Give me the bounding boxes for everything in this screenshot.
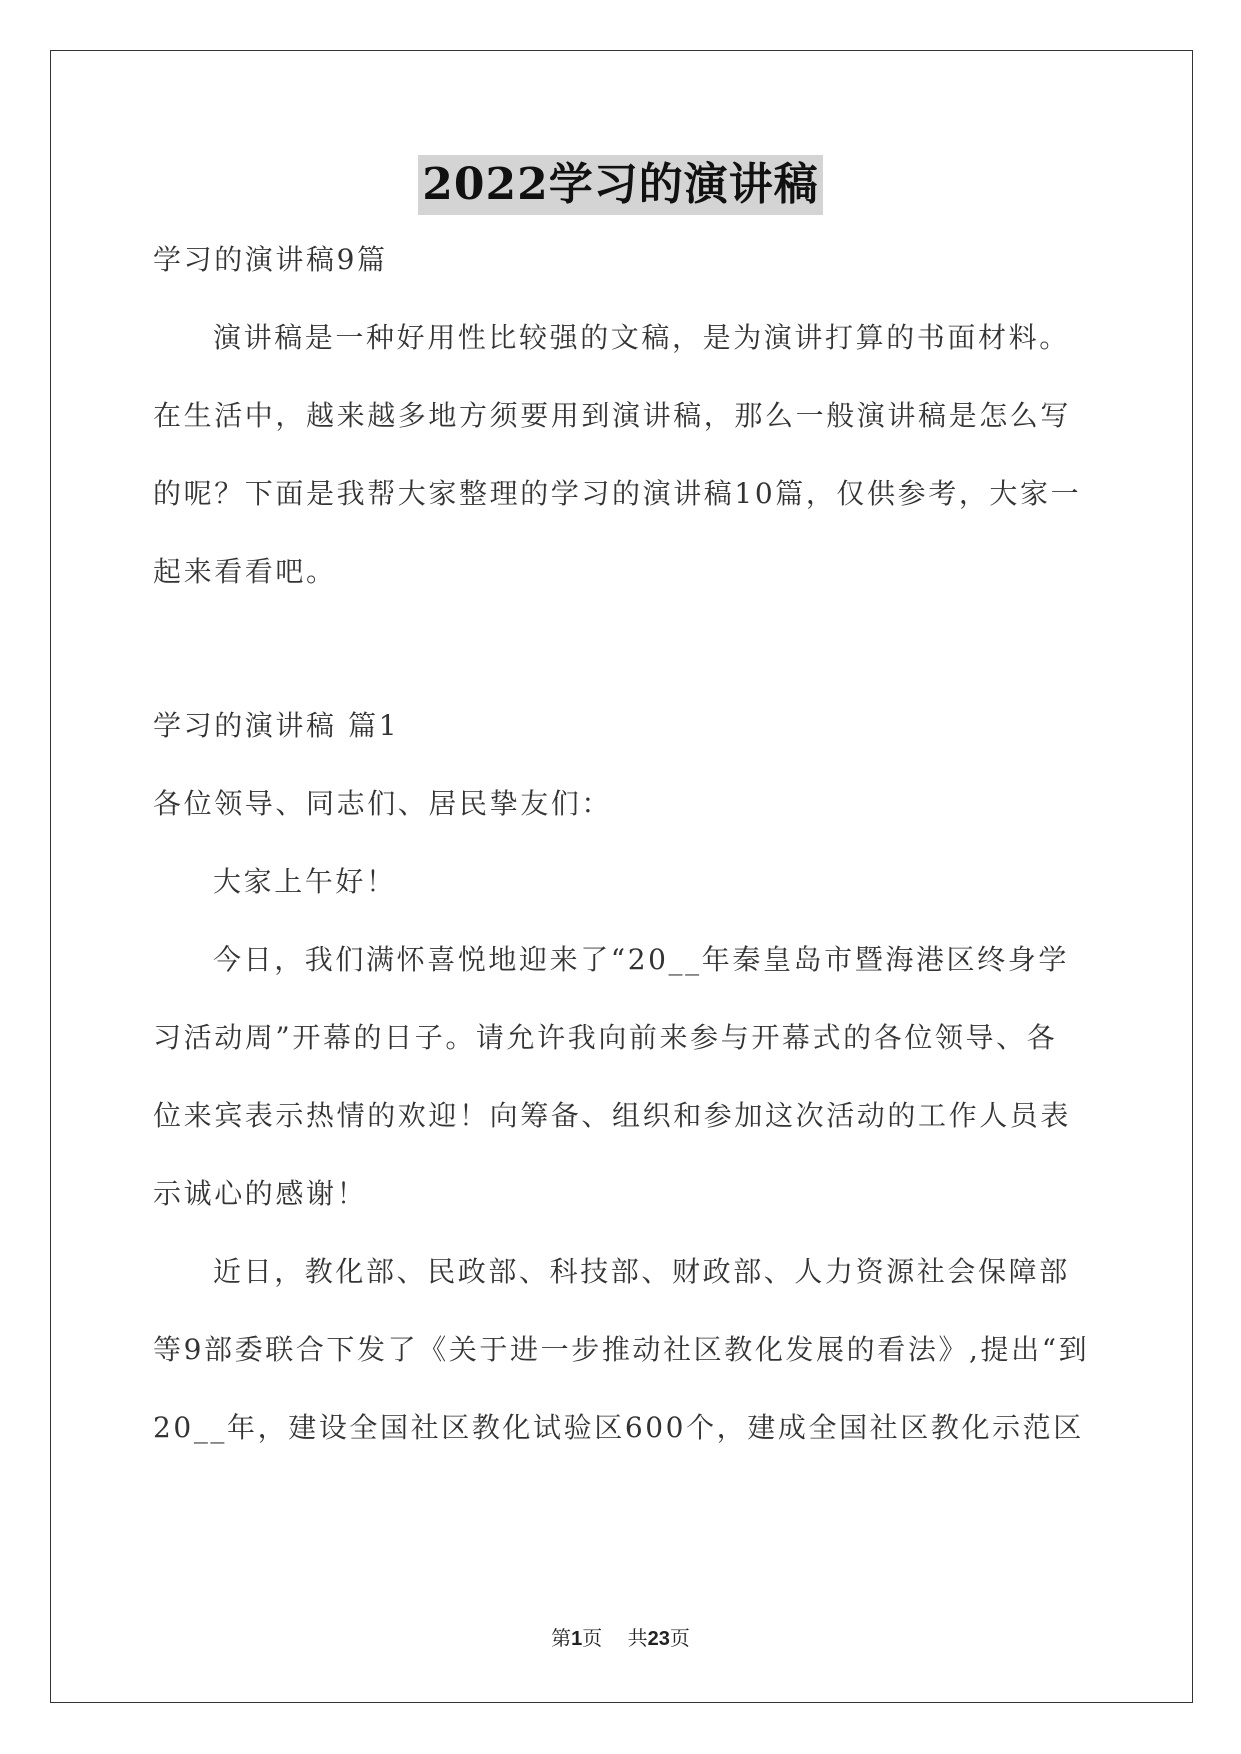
intro-heading: 学习的演讲稿9篇 <box>153 243 388 276</box>
paragraph-line: 起来看看吧。 <box>153 555 337 588</box>
page-number: 1 <box>571 1628 583 1650</box>
paragraph-line: 等9部委联合下发了《关于进一步推动社区教化发展的看法》,提出“到 <box>153 1333 1090 1366</box>
paragraph-line: 的呢？下面是我帮大家整理的学习的演讲稿10篇，仅供参考，大家一 <box>153 477 1082 510</box>
page-suffix: 页 <box>582 1626 603 1650</box>
paragraph-line: 20__年，建设全国社区教化试验区600个，建成全国社区教化示范区 <box>153 1411 1084 1444</box>
paragraph-line: 近日，教化部、民政部、科技部、财政部、人力资源社会保障部 <box>213 1255 1070 1288</box>
document-title: 2022学习的演讲稿 <box>418 155 822 215</box>
paragraph-line: 示诚心的感谢！ <box>153 1177 368 1210</box>
paragraph-line: 今日，我们满怀喜悦地迎来了“20__年秦皇岛市暨海港区终身学 <box>213 943 1069 976</box>
greeting: 大家上午好！ <box>213 865 397 898</box>
page-prefix: 第 <box>551 1626 572 1650</box>
total-prefix: 共 <box>627 1626 648 1650</box>
paragraph-line: 位来宾表示热情的欢迎！向筹备、组织和参加这次活动的工作人员表 <box>153 1099 1072 1132</box>
total-suffix: 页 <box>669 1626 690 1650</box>
title-container <box>0 155 1241 215</box>
paragraph-line: 在生活中，越来越多地方须要用到演讲稿，那么一般演讲稿是怎么写 <box>153 399 1072 432</box>
salutation: 各位领导、同志们、居民挚友们： <box>153 787 613 820</box>
paragraph-line: 习活动周”开幕的日子。请允许我向前来参与开幕式的各位领导、各 <box>153 1021 1058 1054</box>
page-footer <box>0 1622 1241 1651</box>
total-pages: 23 <box>647 1628 670 1650</box>
section-heading: 学习的演讲稿 篇1 <box>153 709 400 742</box>
paragraph-line: 演讲稿是一种好用性比较强的文稿，是为演讲打算的书面材料。 <box>213 321 1070 354</box>
